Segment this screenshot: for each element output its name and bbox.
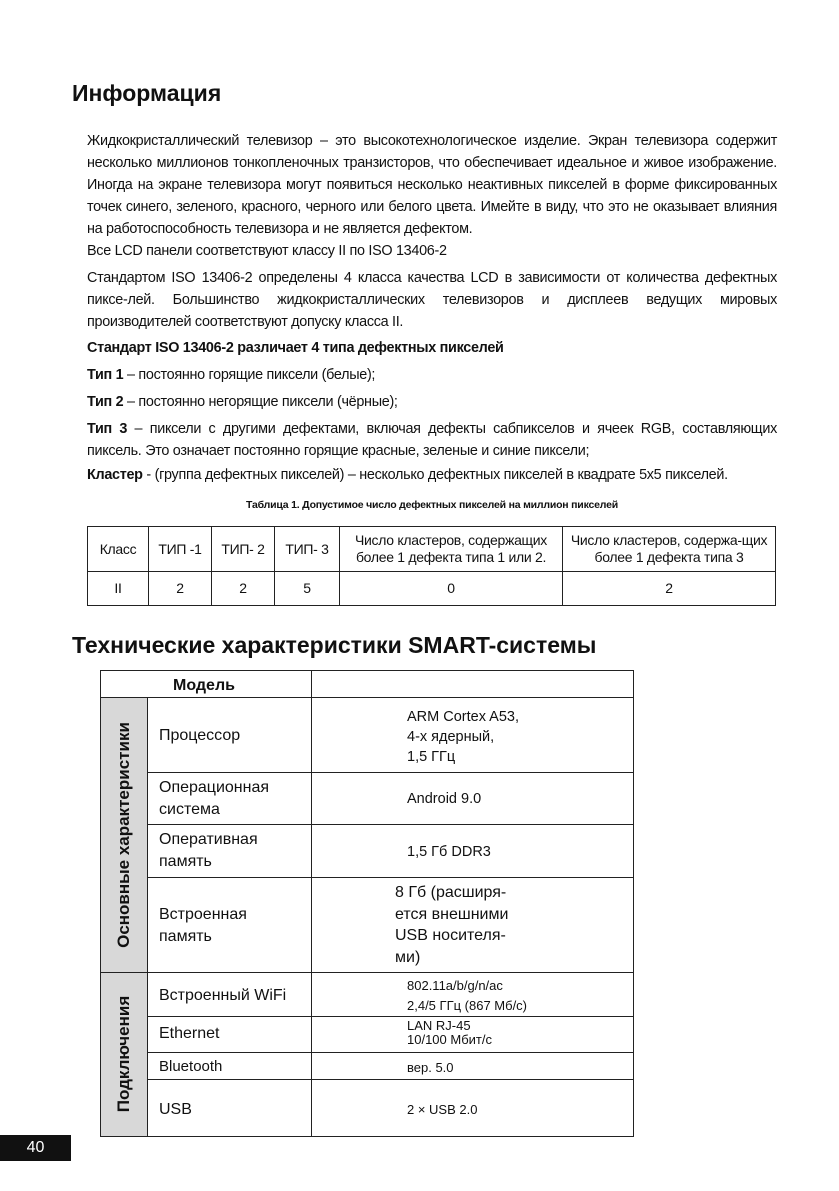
spec-label-cpu: Процессор bbox=[159, 727, 241, 744]
cluster-text: - (группа дефектных пикселей) – несколько дефектных пикселей в квадрате 5x5 пикселей. bbox=[142, 467, 728, 483]
type3-label: Тип 3 bbox=[87, 421, 128, 437]
spec-value-cpu: ARM Cortex A53, 4-х ядерный, 1,5 ГГц bbox=[407, 709, 520, 765]
spec-value-bluetooth: вер. 5.0 bbox=[407, 1060, 454, 1075]
type1-label: Тип 1 bbox=[87, 367, 124, 383]
cell-class: II bbox=[88, 572, 149, 606]
header-type2: ТИП- 2 bbox=[212, 527, 275, 572]
spec-value-usb: 2 × USB 2.0 bbox=[407, 1102, 478, 1117]
type2-text: – постоянно негорящие пиксели (чёрные); bbox=[123, 394, 398, 410]
group-main-specs bbox=[101, 698, 148, 972]
model-label: Модель bbox=[173, 677, 235, 694]
spec-table bbox=[100, 670, 634, 1137]
type2-line bbox=[87, 391, 777, 413]
header-type3: ТИП- 3 bbox=[275, 527, 340, 572]
defect-table bbox=[87, 526, 776, 606]
header-clusters-3: Число кластеров, содержа-щих более 1 дефекта типа 3 bbox=[563, 527, 776, 572]
cluster-line bbox=[87, 464, 777, 486]
spec-value-os: Android 9.0 bbox=[407, 791, 482, 807]
spec-label-ram: Оперативная память bbox=[159, 831, 258, 870]
cluster-label: Кластер bbox=[87, 467, 143, 483]
group-connections-label: Подключения bbox=[114, 995, 133, 1113]
spec-value-ram: 1,5 Гб DDR3 bbox=[407, 844, 491, 860]
section-title: Технические характеристики SMART-системы bbox=[72, 632, 597, 658]
intro-paragraph: Жидкокристаллический телевизор – это высокотехнологическое изделие. Экран телевизора содержит несколько миллионов тонкопленочных транзисторов, что обеспечивает идеальное и живое изображение. Иногда на экране телевизора могут появиться несколько неактивных пикселей в форме фиксированных точек синего, зеленого, красного, черного или белого цвета. Имейте в виду, что это не оказывает влияния на работоспособность телевизора и не является дефектом. bbox=[87, 133, 777, 237]
spec-value-storage: 8 Гб (расширя- ется внешними USB носителя- ми) bbox=[395, 884, 509, 966]
spec-value-wifi: 802.11a/b/g/n/ac 2,4/5 ГГц (867 Мб/с) bbox=[407, 978, 528, 1013]
spec-label-os: Операционная система bbox=[159, 779, 270, 818]
spec-value-ethernet: LAN RJ-45 10/100 Мбит/с bbox=[407, 1018, 492, 1047]
table-header-row bbox=[88, 527, 776, 572]
page-title: Информация bbox=[72, 80, 222, 106]
defect-types-heading: Стандарт ISO 13406-2 различает 4 типа дефектных пикселей bbox=[87, 340, 504, 356]
spec-label-storage: Встроенная память bbox=[159, 906, 247, 945]
type1-text: – постоянно горящие пиксели (белые); bbox=[123, 367, 376, 383]
cell-type3: 5 bbox=[275, 572, 340, 606]
table1-caption: Таблица 1. Допустимое число дефектных пикселей на миллион пикселей bbox=[246, 499, 618, 511]
spec-label-bluetooth: Bluetooth bbox=[159, 1058, 223, 1075]
table-row bbox=[88, 572, 776, 606]
type3-line bbox=[87, 418, 777, 462]
type2-label: Тип 2 bbox=[87, 394, 124, 410]
type1-line bbox=[87, 364, 777, 386]
type3-text: – пиксели с другими дефектами, включая дефекты сабпикселов и ячеек RGB, составляющих пиксель. Это означает постоянно горящие красные, зеленые и синие пиксели; bbox=[87, 421, 777, 459]
standard-paragraph: Стандартом ISO 13406-2 определены 4 класса качества LCD в зависимости от количества дефектных пиксе-лей. Большинство жидкокристаллических телевизоров и дисплеев ведущих мировых производителей соответствуют допуску класса II. bbox=[87, 270, 777, 330]
header-clusters-12: Число кластеров, содержащих более 1 дефекта типа 1 или 2. bbox=[340, 527, 563, 572]
cell-type2: 2 bbox=[212, 572, 275, 606]
cell-type1: 2 bbox=[149, 572, 212, 606]
group-connections bbox=[101, 972, 148, 1136]
spec-label-usb: USB bbox=[159, 1101, 192, 1118]
page-number: 40 bbox=[0, 1135, 71, 1161]
cell-clusters-12: 0 bbox=[340, 572, 563, 606]
group-main-label: Основные характеристики bbox=[114, 722, 133, 948]
class-statement: Все LCD панели соответствуют классу II по ISO 13406-2 bbox=[87, 243, 447, 259]
header-class: Класс bbox=[88, 527, 149, 572]
spec-label-wifi: Встроенный WiFi bbox=[159, 987, 287, 1004]
spec-label-ethernet: Ethernet bbox=[159, 1025, 220, 1042]
cell-clusters-3: 2 bbox=[563, 572, 776, 606]
header-type1: ТИП -1 bbox=[149, 527, 212, 572]
